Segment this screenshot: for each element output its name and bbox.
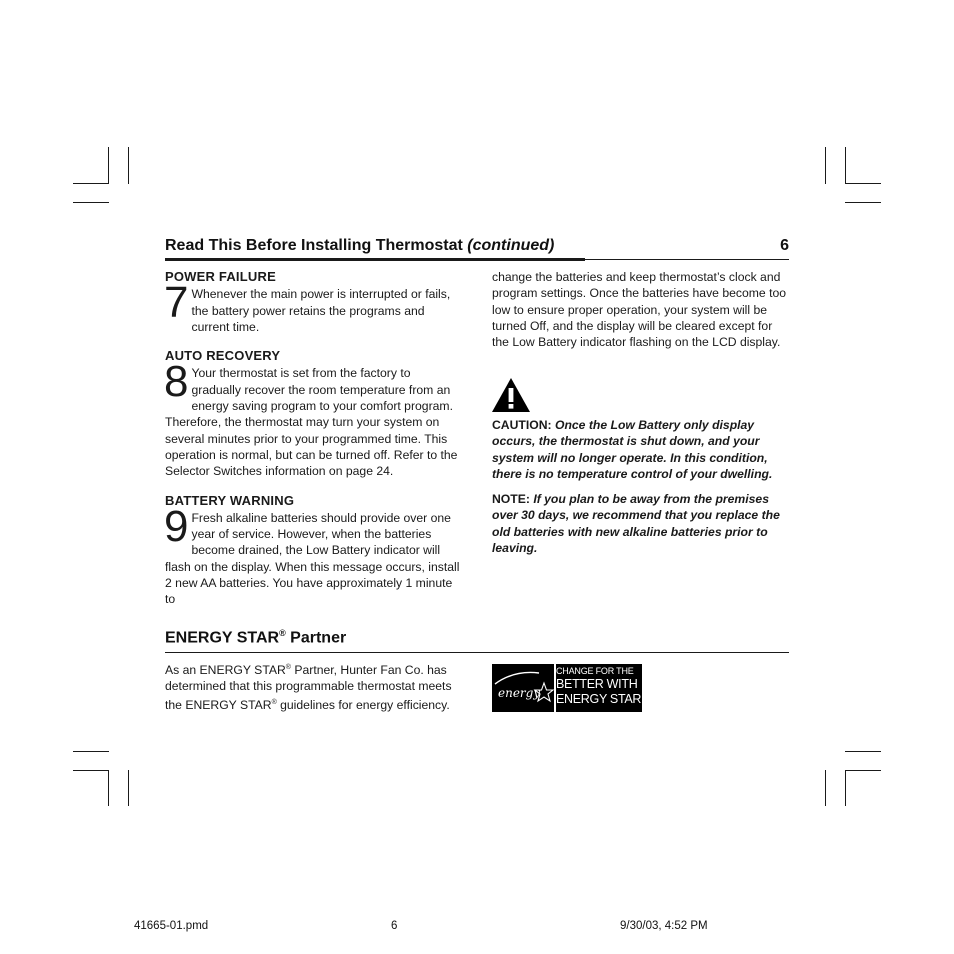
crop-mark — [825, 147, 826, 184]
crop-mark — [845, 183, 881, 184]
note-label: NOTE: — [492, 492, 530, 507]
svg-text:energy: energy — [498, 686, 541, 700]
note-text: If you plan to be away from the premises over 30 days, we recommend that you replace the old batteries with new alkaline batteries prior to leaving. — [492, 492, 780, 556]
crop-mark — [845, 147, 846, 184]
energy-star-script-icon — [492, 664, 554, 712]
caution-text: Once the Low Battery only display occurs, the thermostat is shut down, and your system will no longer operate. In this condition, there is no temperature control of your dwelling. — [492, 418, 773, 481]
note-notice — [492, 491, 792, 556]
crop-mark — [73, 770, 109, 771]
energy-star-heading: ENERGY STAR® Partner — [165, 628, 347, 647]
warning-triangle-icon — [491, 377, 531, 413]
crop-mark — [108, 147, 109, 184]
crop-mark — [73, 751, 109, 752]
section-title-battery-warning: BATTERY WARNING — [165, 492, 295, 508]
left-column — [165, 269, 462, 608]
section-text-battery-warning: 9 Fresh alkaline batteries should provide over one year of service. However, when the batteries become drained, the Low Battery indicator will flash on the display. When this message occurs, install 2 new AA batteries. You have approximately 1 minute to — [164, 501, 460, 607]
crop-mark — [845, 202, 881, 203]
crop-mark — [825, 770, 826, 806]
footer-date: 9/30/03, 4:52 PM — [620, 920, 708, 932]
crop-mark — [845, 751, 881, 752]
section-title-power-failure: POWER FAILURE — [165, 269, 276, 284]
notices — [492, 417, 792, 556]
section-title-auto-recovery: AUTO RECOVERY — [165, 348, 281, 364]
logo-tagline: CHANGE FOR THE BETTER WITH ENERGY STAR — [556, 666, 642, 706]
section-text-auto-recovery: 8 Your thermostat is set from the factory to gradually recover the room temperature from an energy saving program to your comfort program. Therefore, the thermostat may turn your system on several minutes prior to your programmed time. This operation is normal, but can be turned off. Refer to the Selector Switches information on page 24. — [164, 357, 458, 479]
section-text-power-failure: 7 Whenever the main power is interrupted or fails, the battery power retains the programs and current time. — [164, 278, 451, 334]
page-heading — [165, 237, 789, 255]
dropcap-7: 7 — [164, 278, 189, 328]
right-column-continued — [492, 269, 789, 350]
crop-mark — [73, 202, 109, 203]
crop-mark — [845, 770, 846, 806]
crop-mark — [845, 770, 881, 771]
crop-mark — [73, 183, 109, 184]
crop-mark — [108, 770, 109, 806]
page-number: 6 — [780, 237, 789, 254]
caution-notice — [492, 417, 792, 482]
energy-star-logo — [492, 664, 642, 712]
caution-label: CAUTION: — [492, 418, 552, 432]
heading-title: Read This Before Installing Thermostat — [165, 237, 463, 254]
dropcap-9: 9 — [164, 501, 189, 551]
footer-page: 6 — [391, 920, 398, 932]
heading-continued: (continued) — [467, 237, 555, 254]
heading-rule — [165, 258, 585, 261]
dropcap-8: 8 — [164, 357, 189, 407]
energy-star-body: As an ENERGY STAR® Partner, Hunter Fan Co. has determined that this programmable thermostat meets the ENERGY STAR® guidelines for energy efficiency. — [165, 663, 452, 712]
crop-mark — [128, 770, 129, 806]
crop-mark — [128, 147, 129, 184]
footer-file: 41665-01.pmd — [134, 920, 209, 932]
heading-rule-thin — [585, 259, 789, 260]
continued-text: change the batteries and keep thermostat’s clock and program settings. Once the batteries have become too low to ensure proper operation, your system will be turned Off, and the display will be cleared except for the Low Battery indicator flashing on the LCD display. — [492, 270, 787, 350]
energy-star-rule — [165, 652, 789, 653]
